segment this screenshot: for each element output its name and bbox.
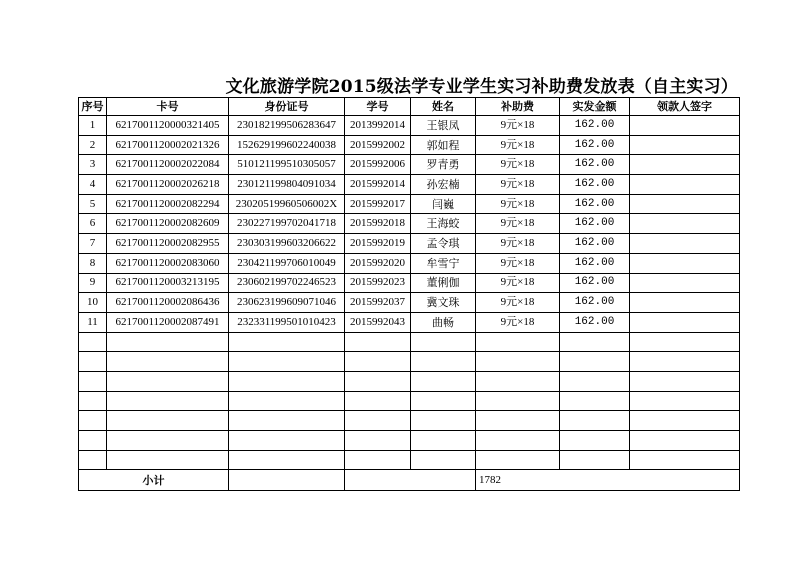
cell-signature	[630, 391, 740, 411]
cell-signature	[630, 312, 740, 332]
cell-card-number: 6217001120002082609	[107, 214, 229, 234]
cell-amount: 162.00	[560, 116, 630, 136]
table-row	[79, 450, 740, 470]
cell-card-number: 6217001120002082294	[107, 194, 229, 214]
cell-subsidy: 9元×18	[476, 312, 560, 332]
cell-index	[79, 391, 107, 411]
cell-name: 闫巍	[411, 194, 476, 214]
table-row	[79, 312, 740, 332]
cell-amount	[560, 391, 630, 411]
cell-name	[411, 450, 476, 470]
cell-student-id	[345, 450, 411, 470]
cell-signature	[630, 371, 740, 391]
cell-subsidy: 9元×18	[476, 116, 560, 136]
cell-subsidy	[476, 352, 560, 372]
cell-name	[411, 431, 476, 451]
cell-id-number: 230421199706010049	[229, 253, 345, 273]
cell-id-number: 510121199510305057	[229, 155, 345, 175]
cell-amount: 162.00	[560, 293, 630, 313]
cell-index	[79, 332, 107, 352]
cell-id-number	[229, 431, 345, 451]
cell-subsidy: 9元×18	[476, 175, 560, 195]
cell-signature	[630, 450, 740, 470]
cell-name	[411, 332, 476, 352]
header-index: 序号	[79, 98, 107, 116]
cell-card-number: 6217001120000321405	[107, 116, 229, 136]
total-label: 小计	[79, 470, 229, 491]
cell-amount	[560, 431, 630, 451]
cell-student-id: 2015992006	[345, 155, 411, 175]
cell-name: 王银凤	[411, 116, 476, 136]
cell-student-id	[345, 411, 411, 431]
cell-student-id	[345, 352, 411, 372]
cell-amount: 162.00	[560, 135, 630, 155]
cell-amount: 162.00	[560, 312, 630, 332]
cell-card-number: 6217001120002022084	[107, 155, 229, 175]
cell-index	[79, 352, 107, 372]
cell-signature	[630, 253, 740, 273]
cell-index: 11	[79, 312, 107, 332]
header-card-number: 卡号	[107, 98, 229, 116]
cell-signature	[630, 352, 740, 372]
cell-subsidy	[476, 411, 560, 431]
cell-student-id: 2015992014	[345, 175, 411, 195]
cell-name: 王海蛟	[411, 214, 476, 234]
cell-subsidy: 9元×18	[476, 253, 560, 273]
cell-student-id: 2015992017	[345, 194, 411, 214]
cell-signature	[630, 234, 740, 254]
cell-student-id: 2015992023	[345, 273, 411, 293]
cell-index	[79, 371, 107, 391]
cell-amount	[560, 450, 630, 470]
cell-card-number: 6217001120002086436	[107, 293, 229, 313]
cell-index: 6	[79, 214, 107, 234]
cell-student-id: 2015992002	[345, 135, 411, 155]
total-row	[79, 470, 740, 491]
cell-index: 9	[79, 273, 107, 293]
cell-student-id	[345, 391, 411, 411]
cell-index: 8	[79, 253, 107, 273]
cell-id-number: 230121199804091034	[229, 175, 345, 195]
table-row	[79, 135, 740, 155]
cell-signature	[630, 332, 740, 352]
cell-id-number: 23020519960506002X	[229, 194, 345, 214]
table-body	[79, 116, 740, 470]
cell-amount	[560, 411, 630, 431]
cell-subsidy	[476, 450, 560, 470]
cell-signature	[630, 175, 740, 195]
cell-student-id: 2015992019	[345, 234, 411, 254]
table-row	[79, 253, 740, 273]
total-value: 1782	[476, 470, 740, 491]
cell-name	[411, 371, 476, 391]
cell-student-id: 2015992037	[345, 293, 411, 313]
cell-subsidy: 9元×18	[476, 194, 560, 214]
cell-signature	[630, 194, 740, 214]
cell-card-number: 6217001120002021326	[107, 135, 229, 155]
cell-amount: 162.00	[560, 234, 630, 254]
cell-card-number: 6217001120002087491	[107, 312, 229, 332]
header-name: 姓名	[411, 98, 476, 116]
cell-amount: 162.00	[560, 194, 630, 214]
document-title: 文化旅游学院2015级法学专业学生实习补助费发放表（自主实习）	[225, 77, 738, 97]
cell-signature	[630, 214, 740, 234]
cell-name: 曲畅	[411, 312, 476, 332]
cell-amount: 162.00	[560, 273, 630, 293]
cell-amount: 162.00	[560, 214, 630, 234]
cell-signature	[630, 116, 740, 136]
cell-student-id: 2013992014	[345, 116, 411, 136]
cell-signature	[630, 293, 740, 313]
cell-card-number: 6217001120002083060	[107, 253, 229, 273]
table-row	[79, 411, 740, 431]
cell-card-number	[107, 391, 229, 411]
cell-student-id	[345, 431, 411, 451]
table-row	[79, 293, 740, 313]
header-amount: 实发金额	[560, 98, 630, 116]
cell-id-number: 230602199702246523	[229, 273, 345, 293]
table-row	[79, 371, 740, 391]
cell-name: 郭如程	[411, 135, 476, 155]
cell-card-number	[107, 431, 229, 451]
cell-name: 罗青勇	[411, 155, 476, 175]
cell-name	[411, 352, 476, 372]
cell-index: 5	[79, 194, 107, 214]
cell-subsidy: 9元×18	[476, 155, 560, 175]
header-signature: 领款人签字	[630, 98, 740, 116]
cell-amount	[560, 352, 630, 372]
cell-index: 3	[79, 155, 107, 175]
cell-index: 7	[79, 234, 107, 254]
cell-name	[411, 391, 476, 411]
table-row	[79, 175, 740, 195]
cell-card-number	[107, 332, 229, 352]
cell-id-number: 230182199506283647	[229, 116, 345, 136]
cell-card-number	[107, 352, 229, 372]
table-row	[79, 332, 740, 352]
cell-name: 牟雪宁	[411, 253, 476, 273]
cell-card-number	[107, 371, 229, 391]
cell-card-number: 6217001120002026218	[107, 175, 229, 195]
cell-name: 孟令琪	[411, 234, 476, 254]
table-row	[79, 155, 740, 175]
cell-id-number	[229, 411, 345, 431]
cell-amount	[560, 371, 630, 391]
subsidy-table	[78, 97, 740, 491]
cell-student-id: 2015992043	[345, 312, 411, 332]
cell-id-number	[229, 352, 345, 372]
cell-id-number	[229, 371, 345, 391]
total-empty-cell	[345, 470, 476, 491]
table-row	[79, 273, 740, 293]
cell-index: 4	[79, 175, 107, 195]
cell-amount	[560, 332, 630, 352]
cell-id-number	[229, 332, 345, 352]
header-student-id: 学号	[345, 98, 411, 116]
table-row	[79, 431, 740, 451]
cell-index	[79, 411, 107, 431]
header-id-number: 身份证号	[229, 98, 345, 116]
cell-index: 2	[79, 135, 107, 155]
cell-card-number	[107, 450, 229, 470]
cell-card-number: 6217001120002082955	[107, 234, 229, 254]
cell-subsidy: 9元×18	[476, 273, 560, 293]
table-row	[79, 352, 740, 372]
cell-signature	[630, 411, 740, 431]
cell-card-number: 6217001120003213195	[107, 273, 229, 293]
cell-name: 孙宏楠	[411, 175, 476, 195]
cell-index	[79, 431, 107, 451]
cell-subsidy	[476, 391, 560, 411]
cell-index: 1	[79, 116, 107, 136]
cell-name: 冀文珠	[411, 293, 476, 313]
cell-subsidy	[476, 371, 560, 391]
cell-id-number: 230623199609071046	[229, 293, 345, 313]
table-header-row	[79, 98, 740, 116]
cell-subsidy	[476, 431, 560, 451]
table-row	[79, 234, 740, 254]
total-empty-cell	[229, 470, 345, 491]
cell-subsidy	[476, 332, 560, 352]
header-subsidy: 补助费	[476, 98, 560, 116]
cell-id-number: 230303199603206622	[229, 234, 345, 254]
table-row	[79, 116, 740, 136]
cell-subsidy: 9元×18	[476, 214, 560, 234]
cell-id-number: 230227199702041718	[229, 214, 345, 234]
cell-subsidy: 9元×18	[476, 234, 560, 254]
cell-amount: 162.00	[560, 175, 630, 195]
cell-student-id	[345, 371, 411, 391]
cell-name: 董俐伽	[411, 273, 476, 293]
cell-student-id: 2015992020	[345, 253, 411, 273]
cell-name	[411, 411, 476, 431]
cell-index	[79, 450, 107, 470]
cell-signature	[630, 273, 740, 293]
cell-student-id	[345, 332, 411, 352]
cell-student-id: 2015992018	[345, 214, 411, 234]
cell-id-number: 152629199602240038	[229, 135, 345, 155]
cell-subsidy: 9元×18	[476, 135, 560, 155]
cell-signature	[630, 135, 740, 155]
table-row	[79, 391, 740, 411]
cell-card-number	[107, 411, 229, 431]
cell-signature	[630, 155, 740, 175]
cell-index: 10	[79, 293, 107, 313]
cell-id-number	[229, 450, 345, 470]
cell-subsidy: 9元×18	[476, 293, 560, 313]
table-row	[79, 214, 740, 234]
cell-amount: 162.00	[560, 155, 630, 175]
cell-amount: 162.00	[560, 253, 630, 273]
cell-id-number: 232331199501010423	[229, 312, 345, 332]
cell-id-number	[229, 391, 345, 411]
cell-signature	[630, 431, 740, 451]
table-row	[79, 194, 740, 214]
